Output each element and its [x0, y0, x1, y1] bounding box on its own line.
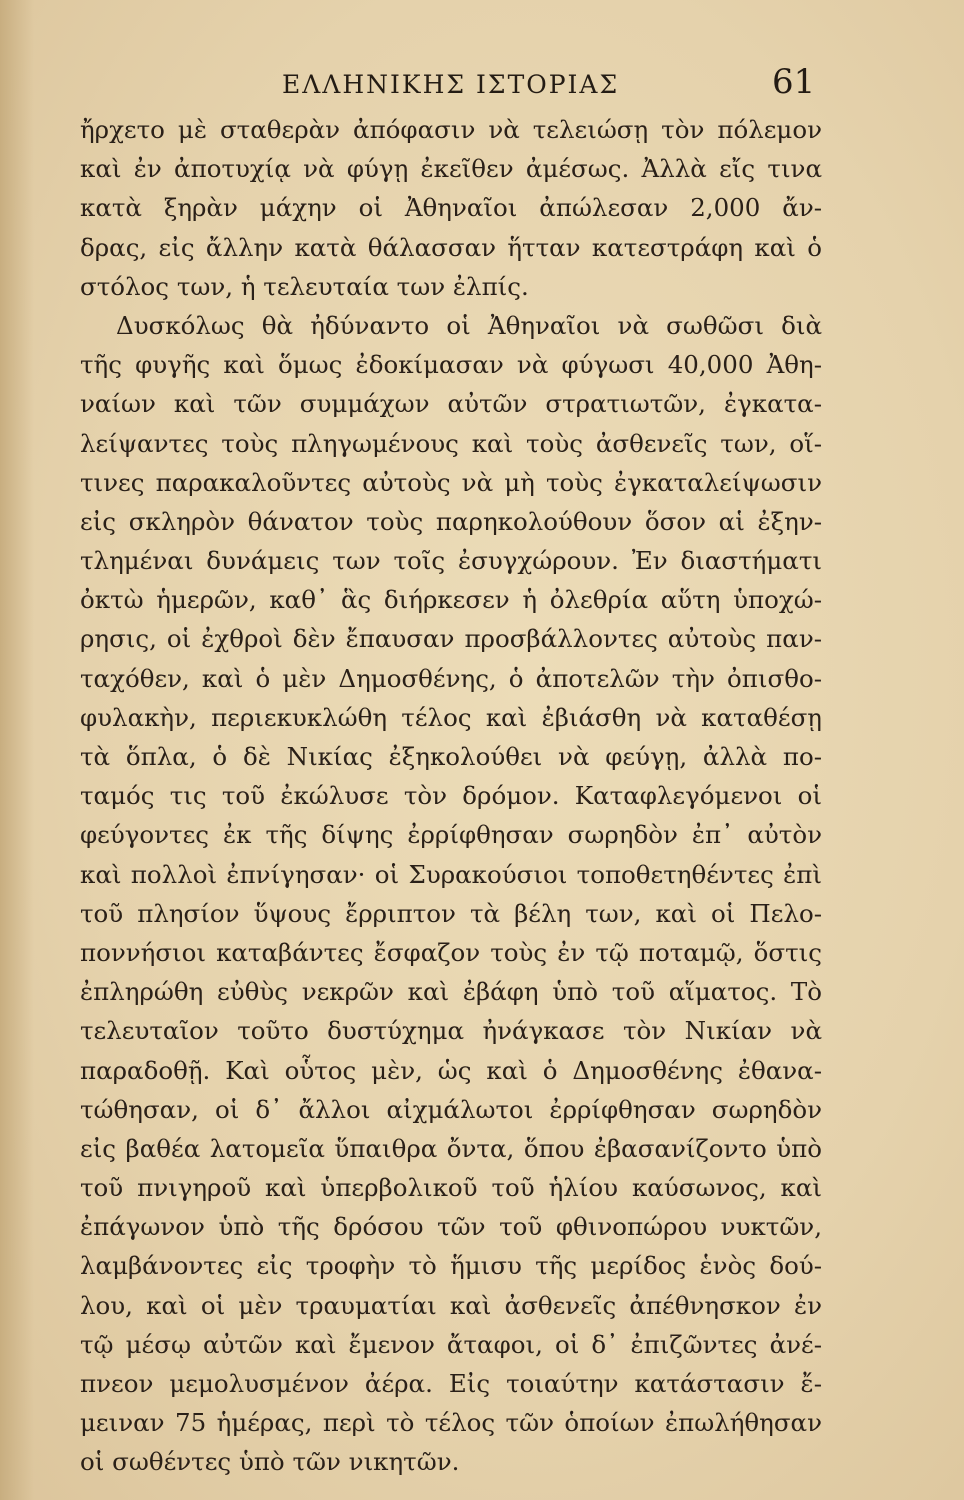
text-line: ὀκτὼ ἡμερῶν, καθ᾽ ἃς διήρκεσεν ἡ ὀλεθρία αὕτη ὑποχώ- — [80, 585, 822, 615]
text-line: τοῦ πνιγηροῦ καὶ ὑπερβολικοῦ τοῦ ἡλίου καύσωνος, καὶ — [80, 1173, 822, 1203]
text-line: τοῦ πλησίον ὕψους ἔρριπτον τὰ βέλη των, καὶ οἱ Πελο- — [80, 898, 822, 928]
text-line: ἐπάγωνον ὑπὸ τῆς δρόσου τῶν τοῦ φθινοπώρου νυκτῶν, — [80, 1212, 822, 1242]
text-line: οἱ σωθέντες ὑπὸ τῶν νικητῶν. — [80, 1447, 460, 1477]
text-line: λείψαντες τοὺς πληγωμένους καὶ τοὺς ἀσθενεῖς των, οἵ- — [80, 428, 822, 458]
text-line: στόλος των, ἡ τελευταία των ἐλπίς. — [80, 271, 529, 301]
text-line: δρας, εἰς ἄλλην κατὰ θάλασσαν ἥτταν κατεστράφη καὶ ὁ — [80, 232, 822, 262]
text-line: μειναν 75 ἡμέρας, περὶ τὸ τέλος τῶν ὁποίων ἐπωλήθησαν — [80, 1408, 822, 1438]
text-line: ἤρχετο μὲ σταθερὰν ἀπόφασιν νὰ τελειώσῃ τὸν πόλεμον — [80, 115, 822, 144]
text-line: καὶ ἐν ἀποτυχίᾳ νὰ φύγῃ ἐκεῖθεν ἀμέσως. Ἀλλὰ εἴς τινα — [80, 154, 822, 184]
page-number: 61 — [772, 62, 816, 102]
page-header — [0, 58, 964, 106]
text-line: τλημέναι δυνάμεις των τοῖς ἐσυγχώρουν. Ἐν διαστήματι — [80, 546, 822, 576]
text-line: τελευταῖον τοῦτο δυστύχημα ἠνάγκασε τὸν Νικίαν νὰ — [80, 1016, 822, 1046]
text-line: καὶ πολλοὶ ἐπνίγησαν· οἱ Συρακούσιοι τοποθετηθέντες ἐπὶ — [80, 859, 822, 889]
text-line: τινες παρακαλοῦντες αὐτοὺς νὰ μὴ τοὺς ἐγκαταλείψωσιν — [80, 467, 822, 497]
body-text — [80, 110, 822, 1482]
text-line: τῆς φυγῆς καὶ ὅμως ἐδοκίμασαν νὰ φύγωσι 40,000 Ἀθη- — [80, 350, 822, 380]
text-line: ἐπληρώθη εὐθὺς νεκρῶν καὶ ἐβάφη ὑπὸ τοῦ αἵματος. Τὸ — [80, 977, 822, 1007]
text-line: ταμός τις τοῦ ἐκώλυσε τὸν δρόμον. Καταφλεγόμενοι οἱ — [80, 781, 822, 811]
binding-shadow — [0, 0, 34, 1500]
text-line: παραδοθῇ. Καὶ οὗτος μὲν, ὡς καὶ ὁ Δημοσθένης ἐθανα- — [80, 1055, 822, 1085]
running-title: ΕΛΛΗΝΙΚΗΣ ΙΣΤΟΡΙΑΣ — [282, 70, 620, 99]
text-line: ποννήσιοι καταβάντες ἔσφαζον τοὺς ἐν τῷ ποταμῷ, ὅστις — [80, 937, 822, 967]
text-line: φεύγοντες ἐκ τῆς δίψης ἐρρίφθησαν σωρηδὸν ἐπ᾽ αὐτὸν — [80, 820, 822, 850]
text-line: φυλακὴν, περιεκυκλώθη τέλος καὶ ἐβιάσθη νὰ καταθέσῃ — [80, 702, 822, 732]
text-line: εἰς βαθέα λατομεῖα ὕπαιθρα ὄντα, ὅπου ἐβασανίζοντο ὑπὸ — [80, 1133, 822, 1163]
text-line: κατὰ ξηρὰν μάχην οἱ Ἀθηναῖοι ἀπώλεσαν 2,000 ἄν- — [80, 193, 822, 223]
text-line: ρησις, οἱ ἐχθροὶ δὲν ἔπαυσαν προσβάλλοντες αὐτοὺς παν- — [80, 624, 822, 654]
text-line: τὰ ὅπλα, ὁ δὲ Νικίας ἐξηκολούθει νὰ φεύγῃ, ἀλλὰ πο- — [80, 742, 822, 771]
text-line: εἰς σκληρὸν θάνατον τοὺς παρηκολούθουν ὅσον αἱ ἐξην- — [80, 506, 822, 536]
text-line: πνεον μεμολυσμένον ἀέρα. Εἰς τοιαύτην κατάστασιν ἔ- — [80, 1369, 822, 1398]
text-line: Δυσκόλως θὰ ἠδύναντο οἱ Ἀθηναῖοι νὰ σωθῶσι διὰ — [116, 310, 822, 340]
text-line: λαμβάνοντες εἰς τροφὴν τὸ ἥμισυ τῆς μερίδος ἑνὸς δού- — [80, 1251, 822, 1281]
text-line: ταχόθεν, καὶ ὁ μὲν Δημοσθένης, ὁ ἀποτελῶν τὴν ὀπισθο- — [80, 663, 822, 693]
text-line: τῷ μέσῳ αὐτῶν καὶ ἔμενον ἄταφοι, οἱ δ᾽ ἐπιζῶντες ἀνέ- — [80, 1329, 822, 1359]
text-line: ναίων καὶ τῶν συμμάχων αὐτῶν στρατιωτῶν, ἐγκατα- — [80, 389, 822, 419]
text-line: λου, καὶ οἱ μὲν τραυματίαι καὶ ἀσθενεῖς ἀπέθνησκον ἐν — [80, 1290, 822, 1320]
text-line: τώθησαν, οἱ δ᾽ ἄλλοι αἰχμάλωτοι ἐρρίφθησαν σωρηδὸν — [80, 1094, 822, 1124]
